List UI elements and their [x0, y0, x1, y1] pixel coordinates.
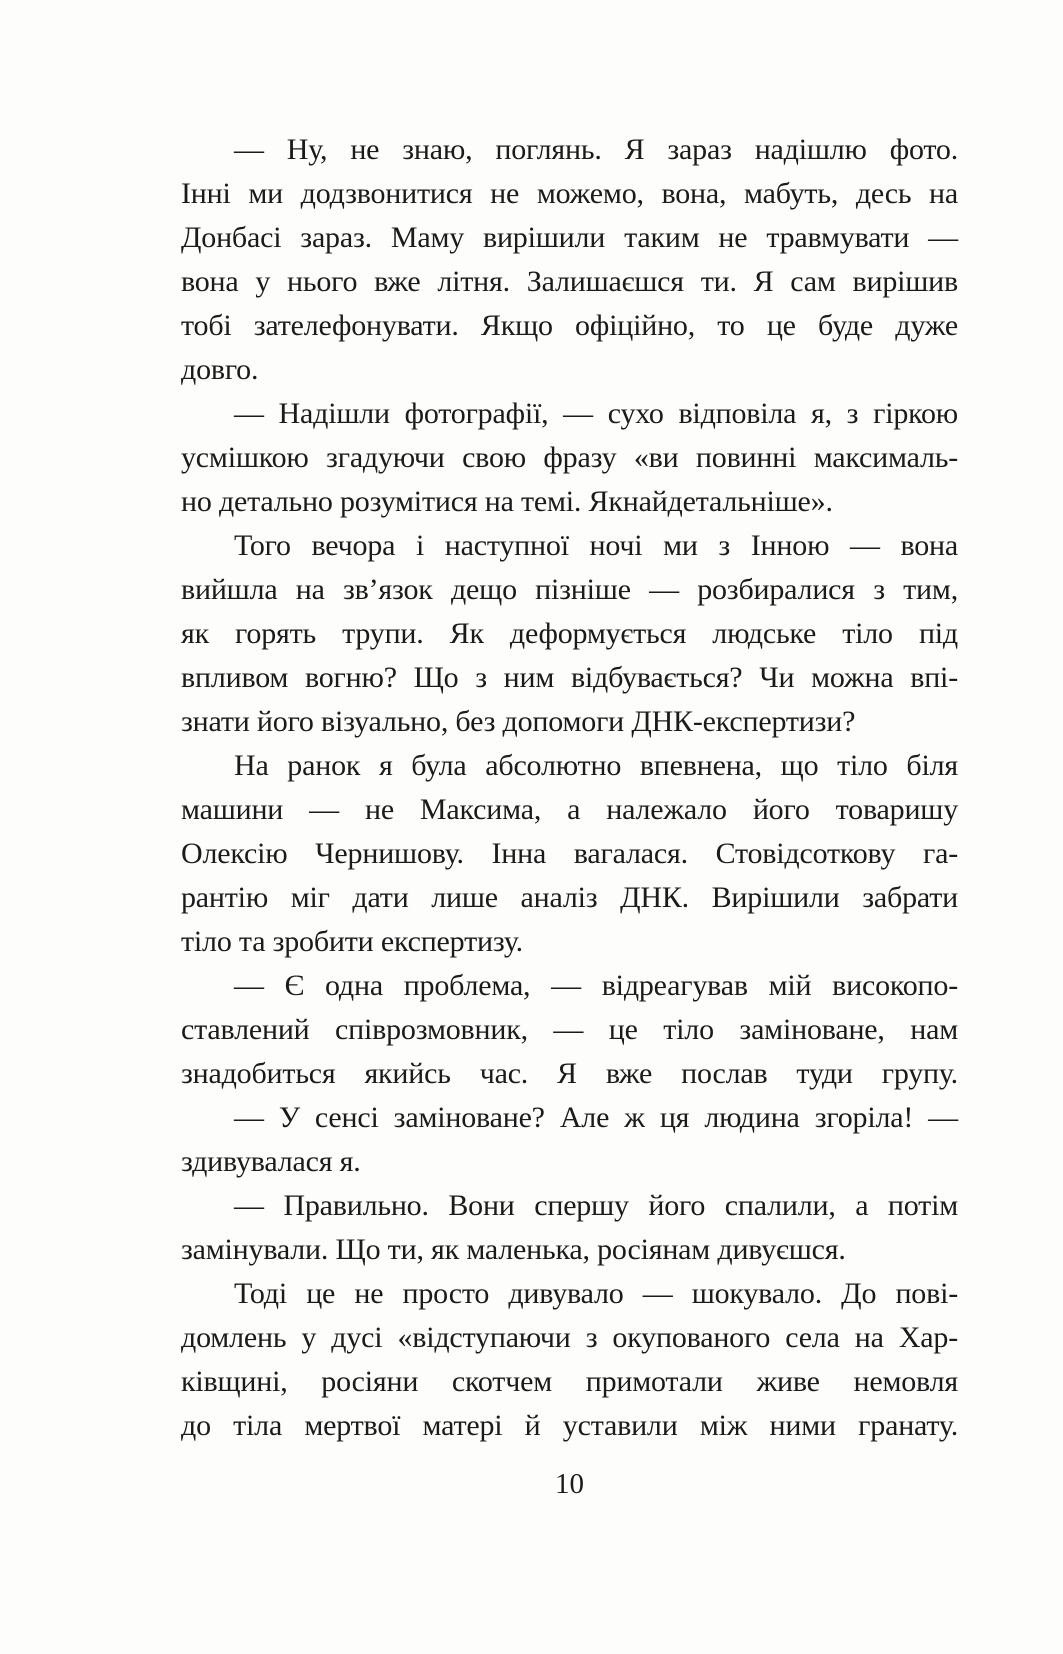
text-line: На ранок я була абсолютно впевнена, що тіло біля — [234, 749, 958, 782]
text-line: вийшла на зв’язок дещо пізніше — розбиралися з тим, — [181, 573, 958, 606]
text-line: — Ну, не знаю, поглянь. Я зараз надішлю фото. — [234, 133, 958, 166]
text-line: знадобиться якийсь час. Я вже послав туди групу. — [181, 1057, 958, 1090]
text-line: ківщині, росіяни скотчем примотали живе немовля — [181, 1365, 958, 1398]
text-line: до тіла мертвої матері й уставили між ними гранату. — [181, 1409, 958, 1442]
text-line: тобі зателефонувати. Якщо офіційно, то це буде дуже — [181, 309, 958, 342]
paragraph — [181, 1272, 958, 1448]
paragraph — [181, 524, 958, 744]
text-line: домлень у дусі «відступаючи з окупованого села на Хар- — [181, 1321, 958, 1354]
text-line: Того вечора і наступної ночі ми з Інною — вона — [234, 529, 958, 562]
text-line: — Правильно. Вони спершу його спалили, а потім — [234, 1189, 958, 1222]
text-line: здивувалася я. — [181, 1145, 361, 1178]
paragraph — [181, 128, 958, 392]
text-line: тіло та зробити експертизу. — [181, 925, 523, 958]
paragraph — [181, 1096, 958, 1184]
text-line: як горять трупи. Як деформується людське тіло під — [181, 617, 958, 650]
paragraph — [181, 1184, 958, 1272]
text-line: Донбасі зараз. Маму вирішили таким не травмувати — — [181, 221, 958, 254]
text-line: — Надішли фотографії, — сухо відповіла я, з гіркою — [234, 397, 958, 430]
text-line: ставлений співрозмовник, — це тіло заміноване, нам — [181, 1013, 958, 1046]
text-line: Олексію Чернишову. Інна вагалася. Стовідсоткову га- — [181, 837, 958, 870]
text-line: довго. — [181, 353, 259, 386]
text-line: машини — не Максима, а належало його товаришу — [181, 793, 958, 826]
text-line: знати його візуально, без допомоги ДНК-експертизи? — [181, 705, 856, 738]
paragraph — [181, 744, 958, 964]
text-line: усмішкою згадуючи свою фразу «ви повинні максималь- — [181, 441, 958, 474]
paragraph — [181, 964, 958, 1096]
paragraph — [181, 392, 958, 524]
text-line: вона у нього вже літня. Залишаєшся ти. Я сам вирішив — [181, 265, 958, 298]
text-line: впливом вогню? Що з ним відбувається? Чи можна впі- — [181, 661, 958, 694]
text-line: но детально розумітися на темі. Якнайдетальніше». — [181, 485, 833, 518]
text-line: рантію міг дати лише аналіз ДНК. Вирішили забрати — [181, 881, 958, 914]
text-block — [181, 128, 958, 1448]
text-line: — У сенсі заміноване? Але ж ця людина згоріла! — — [234, 1101, 958, 1134]
text-line: замінували. Що ти, як маленька, росіянам дивуєшся. — [181, 1233, 846, 1266]
text-line: — Є одна проблема, — відреагував мій високопо- — [234, 969, 958, 1002]
page-number: 10 — [555, 1468, 584, 1500]
text-line: Інні ми додзвонитися не можемо, вона, мабуть, десь на — [181, 177, 958, 210]
text-line: Тоді це не просто дивувало — шокувало. До пові- — [234, 1277, 958, 1310]
